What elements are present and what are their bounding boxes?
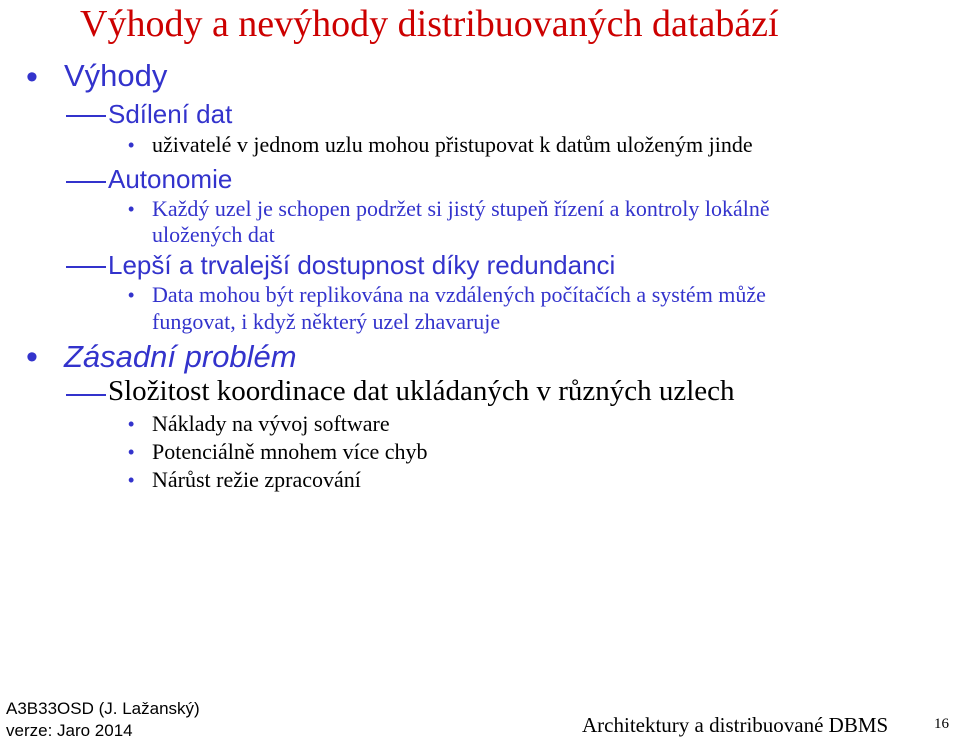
point-bullet: • — [128, 414, 135, 434]
dash-marker — [66, 394, 106, 396]
point-bullet: • — [128, 199, 135, 219]
slide-title: Výhody a nevýhody distribuovaných databází — [80, 3, 779, 45]
point-bullet: • — [128, 442, 135, 462]
item-heading-data-sharing: Sdílení dat — [108, 99, 233, 129]
section-heading-problem: Zásadní problém — [64, 339, 297, 374]
point-text-continuation: uložených dat — [152, 222, 275, 247]
footer-course-info — [6, 698, 200, 742]
point-text: Každý uzel je schopen podržet si jistý stupeň řízení a kontroly lokálně — [152, 196, 770, 221]
point-bullet: • — [128, 285, 135, 305]
dash-marker — [66, 115, 106, 117]
point-text: uživatelé v jednom uzlu mohou přistupovat k datům uloženým jinde — [152, 132, 753, 157]
item-heading-complexity: Složitost koordinace dat ukládaných v různých uzlech — [108, 375, 735, 407]
footer-version: verze: Jaro 2014 — [6, 721, 133, 740]
section-heading-advantages: Výhody — [64, 58, 168, 93]
point-text: Data mohou být replikována na vzdálených počítačích a systém může — [152, 282, 766, 307]
item-heading-availability: Lepší a trvalejší dostupnost díky redundanci — [108, 250, 616, 280]
section-bullet: • — [26, 58, 38, 96]
footer-subject: Architektury a distribuované DBMS — [582, 713, 889, 737]
point-text: Nárůst režie zpracování — [152, 467, 361, 492]
dash-marker — [66, 181, 106, 183]
point-text: Potenciálně mnohem více chyb — [152, 439, 428, 464]
point-bullet: • — [128, 135, 135, 155]
footer-course: A3B33OSD (J. Lažanský) — [6, 699, 200, 718]
point-bullet: • — [128, 470, 135, 490]
dash-marker — [66, 266, 106, 268]
point-text: Náklady na vývoj software — [152, 411, 390, 436]
page-number: 16 — [934, 716, 949, 732]
point-text-continuation: fungovat, i když některý uzel zhavaruje — [152, 309, 501, 334]
item-heading-autonomy: Autonomie — [108, 164, 233, 194]
section-bullet: • — [26, 338, 38, 376]
